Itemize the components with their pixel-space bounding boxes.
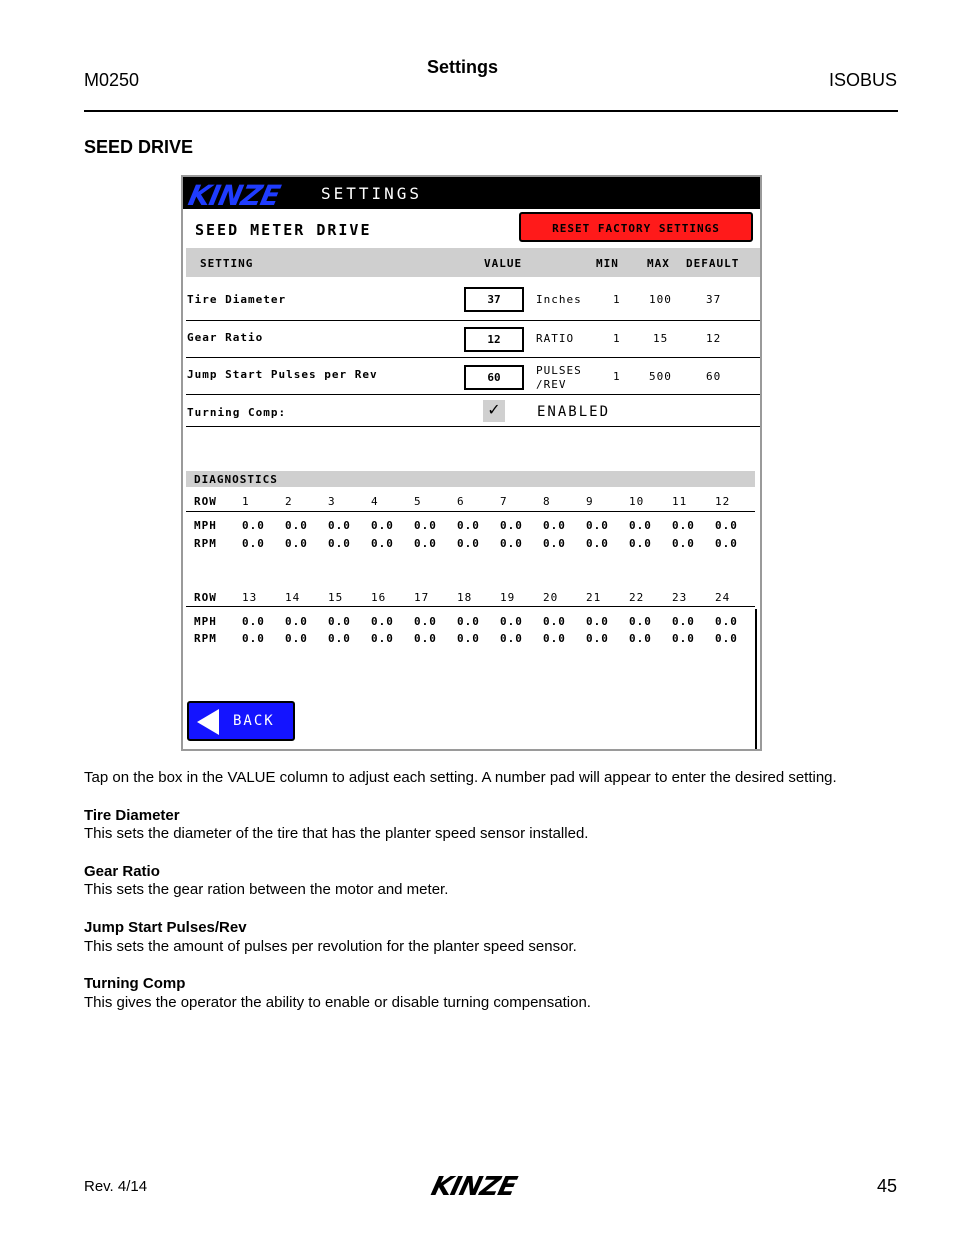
diagnostics-rpm-cell: 0.0 [242, 632, 265, 645]
diagnostics-rpm-cell: 0.0 [328, 632, 351, 645]
diagnostics-rpm-cell: 0.0 [285, 632, 308, 645]
diagnostics-row-cell: 9 [586, 495, 594, 508]
diagnostics-rpm-cell: 0.0 [672, 537, 695, 550]
diagnostics-rpm-cell: 0.0 [457, 632, 480, 645]
diagnostics-title: DIAGNOSTICS [194, 473, 278, 486]
tire-diameter-unit: Inches [536, 293, 582, 306]
diagnostics-mph-cell: 0.0 [629, 519, 652, 532]
diagnostics-mph-cell: 0.0 [242, 615, 265, 628]
column-setting: SETTING [200, 257, 254, 270]
diagnostics-row-cell: 22 [629, 591, 645, 604]
diagnostics-row-cell: 20 [543, 591, 559, 604]
diagnostics-rpm-label: RPM [194, 632, 217, 645]
section-title: SEED DRIVE [84, 137, 194, 157]
row-divider [186, 394, 760, 395]
diagnostics-row-cell: 11 [672, 495, 688, 508]
turning-comp-heading: Turning Comp [84, 975, 186, 992]
jump-start-unit-line2: /REV [536, 378, 567, 391]
gear-ratio-value-input[interactable]: 12 [464, 327, 524, 352]
back-button-label: BACK [233, 713, 275, 729]
tire-diameter-heading: Tire Diameter [84, 807, 180, 824]
diagnostics-mph-cell: 0.0 [672, 519, 695, 532]
page-name: SEED METER DRIVE [195, 221, 372, 239]
row-divider [186, 606, 755, 607]
gear-ratio-unit: RATIO [536, 332, 575, 345]
diagnostics-mph-cell: 0.0 [414, 519, 437, 532]
diagnostics-mph-cell: 0.0 [715, 615, 738, 628]
diagnostics-mph-cell: 0.0 [371, 615, 394, 628]
diagnostics-mph-cell: 0.0 [457, 615, 480, 628]
diagnostics-row-cell: 3 [328, 495, 336, 508]
diagnostics-row-label: ROW [194, 495, 217, 508]
diagnostics-rpm-cell: 0.0 [371, 537, 394, 550]
diagnostics-rpm-cell: 0.0 [543, 537, 566, 550]
document-category: ISOBUS [828, 70, 897, 90]
diagnostics-rpm-cell: 0.0 [328, 537, 351, 550]
diagnostics-row-cell: 15 [328, 591, 344, 604]
settings-column-header [186, 248, 760, 277]
diagnostics-mph-cell: 0.0 [586, 615, 609, 628]
tire-diameter-default: 37 [706, 293, 722, 306]
diagnostics-rpm-cell: 0.0 [371, 632, 394, 645]
tire-diameter-max: 100 [649, 293, 672, 306]
header-divider [84, 110, 898, 112]
diagnostics-mph-cell: 0.0 [500, 519, 523, 532]
diagnostics-row-cell: 5 [414, 495, 422, 508]
diagnostics-row-cell: 2 [285, 495, 293, 508]
turning-comp-label: Turning Comp: [187, 406, 287, 419]
diagnostics-row-cell: 4 [371, 495, 379, 508]
diagnostics-row-cell: 21 [586, 591, 602, 604]
diagnostics-row-cell: 18 [457, 591, 473, 604]
jump-start-max: 500 [649, 370, 672, 383]
jump-start-description: This sets the amount of pulses per revolution for the planter speed sensor. [84, 938, 577, 955]
diagnostics-row-cell: 6 [457, 495, 465, 508]
diagnostics-rpm-cell: 0.0 [242, 537, 265, 550]
diagnostics-mph-cell: 0.0 [285, 615, 308, 628]
diagnostics-row-cell: 14 [285, 591, 301, 604]
diagnostics-rpm-cell: 0.0 [629, 537, 652, 550]
diagnostics-row-cell: 13 [242, 591, 258, 604]
diagnostics-mph-cell: 0.0 [414, 615, 437, 628]
kinze-footer-logo: KINZE [428, 1172, 519, 1202]
isobus-screen [181, 175, 762, 751]
diagnostics-row-cell: 12 [715, 495, 731, 508]
intro-paragraph: Tap on the box in the VALUE column to adjust each setting. A number pad will appear to enter the desired setting. [84, 769, 837, 786]
tire-diameter-description: This sets the diameter of the tire that has the planter speed sensor installed. [84, 825, 589, 842]
reset-factory-settings-button[interactable]: RESET FACTORY SETTINGS [519, 212, 753, 242]
gear-ratio-heading: Gear Ratio [84, 863, 160, 880]
diagnostics-row-cell: 7 [500, 495, 508, 508]
diagnostics-row-cell: 10 [629, 495, 645, 508]
diagnostics-mph-cell: 0.0 [629, 615, 652, 628]
diagnostics-row-cell: 24 [715, 591, 731, 604]
document-code: M0250 [84, 70, 140, 90]
diagnostics-row-cell: 8 [543, 495, 551, 508]
gear-ratio-default: 12 [706, 332, 722, 345]
row-divider [186, 357, 760, 358]
diagnostics-rpm-cell: 0.0 [715, 537, 738, 550]
column-min: MIN [596, 257, 619, 270]
jump-start-heading: Jump Start Pulses/Rev [84, 919, 247, 936]
diagnostics-rpm-cell: 0.0 [672, 632, 695, 645]
diagnostics-rpm-cell: 0.0 [457, 537, 480, 550]
diagnostics-row-cell: 23 [672, 591, 688, 604]
turning-comp-description: This gives the operator the ability to enable or disable turning compensation. [84, 994, 591, 1011]
revision: Rev. 4/14 [84, 1178, 148, 1195]
diagnostics-mph-label: MPH [194, 615, 217, 628]
jump-start-unit-line1: PULSES [536, 364, 582, 377]
diagnostics-rpm-cell: 0.0 [500, 537, 523, 550]
diagnostics-rpm-cell: 0.0 [586, 537, 609, 550]
diagnostics-mph-cell: 0.0 [543, 519, 566, 532]
diagnostics-rpm-cell: 0.0 [543, 632, 566, 645]
tire-diameter-value-input[interactable]: 37 [464, 287, 524, 312]
diagnostics-rpm-cell: 0.0 [586, 632, 609, 645]
tire-diameter-min: 1 [613, 293, 621, 306]
diagnostics-mph-cell: 0.0 [242, 519, 265, 532]
diagnostics-mph-cell: 0.0 [586, 519, 609, 532]
back-button[interactable] [187, 701, 295, 741]
diagnostics-mph-cell: 0.0 [672, 615, 695, 628]
diagnostics-row-cell: 1 [242, 495, 250, 508]
tire-diameter-label: Tire Diameter [187, 293, 287, 306]
gear-ratio-min: 1 [613, 332, 621, 345]
diagnostics-row-cell: 16 [371, 591, 387, 604]
row-divider [186, 426, 760, 427]
page-heading: Settings [426, 57, 498, 77]
row-divider [186, 320, 760, 321]
diagnostics-rpm-label: RPM [194, 537, 217, 550]
diagnostics-mph-label: MPH [194, 519, 217, 532]
diagnostics-mph-cell: 0.0 [715, 519, 738, 532]
diagnostics-rpm-cell: 0.0 [285, 537, 308, 550]
gear-ratio-description: This sets the gear ration between the motor and meter. [84, 881, 449, 898]
diagnostics-mph-cell: 0.0 [371, 519, 394, 532]
diagnostics-mph-cell: 0.0 [328, 519, 351, 532]
diagnostics-rpm-cell: 0.0 [414, 537, 437, 550]
diagnostics-mph-cell: 0.0 [285, 519, 308, 532]
screen-edge-line [755, 609, 757, 749]
diagnostics-row-cell: 19 [500, 591, 516, 604]
jump-start-label: Jump Start Pulses per Rev [187, 368, 378, 381]
column-max: MAX [647, 257, 670, 270]
diagnostics-row-label: ROW [194, 591, 217, 604]
gear-ratio-max: 15 [653, 332, 669, 345]
column-value: VALUE [484, 257, 523, 270]
diagnostics-rpm-cell: 0.0 [715, 632, 738, 645]
diagnostics-rpm-cell: 0.0 [629, 632, 652, 645]
diagnostics-mph-cell: 0.0 [457, 519, 480, 532]
diagnostics-mph-cell: 0.0 [543, 615, 566, 628]
column-default: DEFAULT [686, 257, 740, 270]
jump-start-default: 60 [706, 370, 722, 383]
diagnostics-mph-cell: 0.0 [328, 615, 351, 628]
jump-start-value-input[interactable]: 60 [464, 365, 524, 390]
diagnostics-rpm-cell: 0.0 [500, 632, 523, 645]
turning-comp-status: ENABLED [537, 404, 611, 420]
row-divider [186, 511, 755, 512]
turning-comp-checkbox[interactable]: ✓ [483, 400, 505, 422]
diagnostics-rpm-cell: 0.0 [414, 632, 437, 645]
kinze-logo: KINZE [185, 179, 283, 212]
page-number: 45 [876, 1176, 897, 1196]
screen-title: SETTINGS [321, 184, 423, 203]
back-arrow-icon [197, 709, 219, 735]
diagnostics-row-cell: 17 [414, 591, 430, 604]
gear-ratio-label: Gear Ratio [187, 331, 264, 344]
jump-start-min: 1 [613, 370, 621, 383]
diagnostics-mph-cell: 0.0 [500, 615, 523, 628]
